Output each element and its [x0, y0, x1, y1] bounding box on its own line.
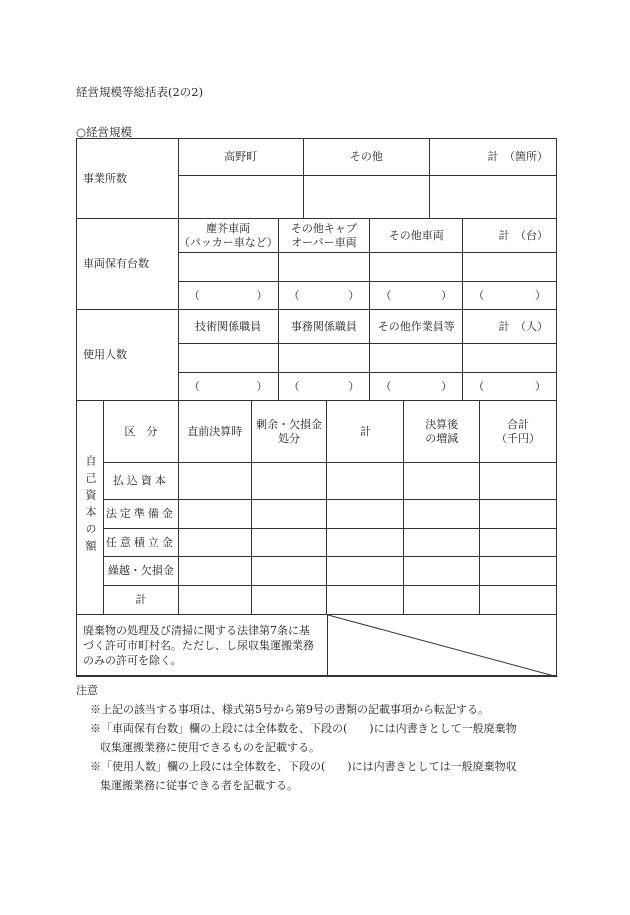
employees-header-other: その他作業員等: [370, 310, 463, 344]
note-3-cont: 集運搬業務に従事できる者を記載する。: [100, 779, 298, 792]
vehicles-header-other: その他車両: [370, 219, 463, 253]
equity-cell[interactable]: [251, 500, 327, 529]
equity-cell[interactable]: [404, 500, 480, 529]
employees-input-other[interactable]: [370, 344, 463, 373]
equity-row-paid-in: 払込資本: [103, 463, 178, 500]
vehicles-inner-packer[interactable]: （ ）: [178, 282, 278, 310]
equity-cell[interactable]: [327, 463, 404, 500]
equity-header-total: 合計 （千円）: [480, 401, 557, 463]
equity-cell[interactable]: [480, 463, 557, 500]
equity-header-sum: 計: [327, 401, 404, 463]
equity-cell[interactable]: [251, 529, 327, 557]
employees-inner-office[interactable]: （ ）: [278, 373, 370, 401]
employees-table: [76, 309, 557, 401]
vehicles-input-other[interactable]: [370, 253, 463, 282]
equity-header-category: 区 分: [103, 401, 178, 463]
equity-cell[interactable]: [327, 586, 404, 615]
offices-input-other[interactable]: [303, 176, 430, 219]
equity-cell[interactable]: [480, 500, 557, 529]
employees-header-office: 事務関係職員: [278, 310, 370, 344]
equity-cell[interactable]: [327, 557, 404, 586]
equity-table: [76, 400, 557, 615]
offices-header-other: その他: [303, 139, 430, 176]
equity-cell[interactable]: [178, 500, 251, 529]
equity-cell[interactable]: [251, 586, 327, 615]
equity-cell[interactable]: [251, 557, 327, 586]
equity-row-voluntary-reserve: 任意積立金: [103, 529, 178, 557]
employees-label: 使用人数: [77, 310, 179, 401]
permit-diagonal-cell: [327, 615, 557, 677]
permit-table: [76, 614, 557, 677]
vehicles-label: 車両保有台数: [77, 219, 179, 310]
employees-inner-total[interactable]: （ ）: [463, 373, 557, 401]
equity-cell[interactable]: [178, 557, 251, 586]
employees-header-total: 計 （人）: [463, 310, 557, 344]
vehicles-input-packer[interactable]: [178, 253, 278, 282]
equity-cell[interactable]: [327, 529, 404, 557]
diagonal-line: [328, 615, 558, 677]
employees-input-office[interactable]: [278, 344, 370, 373]
equity-cell[interactable]: [404, 529, 480, 557]
equity-cell[interactable]: [251, 463, 327, 500]
equity-cell[interactable]: [404, 463, 480, 500]
offices-input-total[interactable]: [430, 176, 557, 219]
vehicles-inner-other[interactable]: （ ）: [370, 282, 463, 310]
vehicles-inner-cab[interactable]: （ ）: [278, 282, 370, 310]
equity-header-prior: 直前決算時: [178, 401, 251, 463]
notes: [76, 681, 517, 795]
offices-header-koya: 高野町: [178, 139, 303, 176]
equity-cell[interactable]: [178, 586, 251, 615]
vehicles-inner-total[interactable]: （ ）: [463, 282, 557, 310]
notes-heading: 注意: [76, 684, 98, 697]
offices-label: 事業所数: [77, 139, 179, 219]
vehicles-header-total: 計 （台）: [463, 219, 557, 253]
offices-header-total: 計 （箇所）: [430, 139, 557, 176]
equity-cell[interactable]: [178, 529, 251, 557]
equity-header-disposal: 剰余・欠損金 処分: [251, 401, 327, 463]
section-heading: ○経営規模: [76, 125, 133, 139]
note-3: ※「使用人数」欄の上段には全体数を、下段の( )には内書きとしては一般廃棄物収: [90, 760, 517, 773]
equity-row-total: 計: [103, 586, 178, 615]
employees-input-tech[interactable]: [178, 344, 278, 373]
vehicles-input-total[interactable]: [463, 253, 557, 282]
permit-text: 廃棄物の処理及び清掃に関する法律第7条に基づく許可市町村名。ただし、し尿収集運搬業務のみの許可を除く。: [77, 615, 328, 677]
equity-side-label: 自己資本の額: [77, 401, 104, 615]
equity-header-change: 決算後 の増減: [404, 401, 480, 463]
offices-input-koya[interactable]: [178, 176, 303, 219]
vehicles-header-cab: その他キャブ オーバー車両: [278, 219, 370, 253]
employees-header-tech: 技術関係職員: [178, 310, 278, 344]
equity-cell[interactable]: [404, 557, 480, 586]
equity-row-legal-reserve: 法定準備金: [103, 500, 178, 529]
equity-cell[interactable]: [327, 500, 404, 529]
equity-row-carryover: 繰越・欠損金: [103, 557, 178, 586]
employees-input-total[interactable]: [463, 344, 557, 373]
note-2: ※「車両保有台数」欄の上段には全体数を、下段の( )には内書きとして一般廃棄物: [90, 722, 517, 735]
note-2-cont: 収集運搬業務に使用できるものを記載する。: [100, 741, 320, 754]
vehicles-table: [76, 218, 557, 310]
equity-cell[interactable]: [178, 463, 251, 500]
employees-inner-tech[interactable]: （ ）: [178, 373, 278, 401]
note-1: ※上記の該当する事項は、様式第5号から第9号の書類の記載事項から転記する。: [90, 703, 489, 716]
equity-cell[interactable]: [480, 529, 557, 557]
equity-cell[interactable]: [480, 557, 557, 586]
employees-inner-other[interactable]: （ ）: [370, 373, 463, 401]
vehicles-header-packer: 塵芥車両 （パッカー車など）: [178, 219, 278, 253]
form-title: 経営規模等総括表(2の2): [76, 85, 204, 99]
vehicles-input-cab[interactable]: [278, 253, 370, 282]
equity-cell[interactable]: [480, 586, 557, 615]
equity-cell[interactable]: [404, 586, 480, 615]
offices-table: [76, 138, 557, 219]
